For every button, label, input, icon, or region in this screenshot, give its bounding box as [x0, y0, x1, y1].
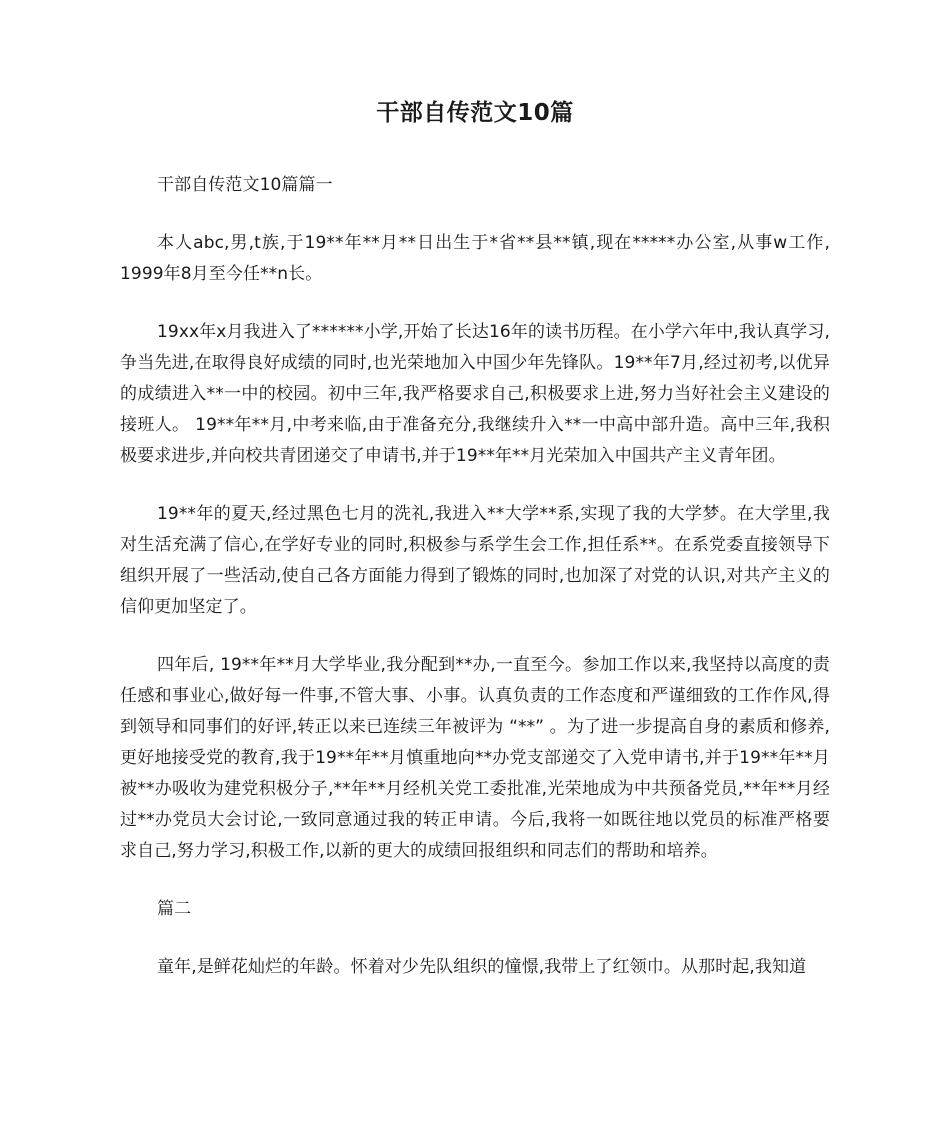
paragraph-university: 19**年的夏天,经过黑色七月的洗礼,我进入**大学**系,实现了我的大学梦。在大学里,我对生活充满了信心,在学好专业的同时,积极参与系学生会工作,担任系**。在系党委直接领导下组织开展了一些活动,使自己各方面能力得到了锻炼的同时,也加深了对党的认识,对共产主义的信仰更加坚定了。: [120, 504, 830, 617]
section-heading-1: 干部自传范文10篇篇一: [157, 175, 333, 195]
section-heading-2: 篇二: [157, 899, 192, 919]
document-body: [120, 170, 830, 1010]
paragraph-childhood: 童年,是鲜花灿烂的年龄。怀着对少先队组织的憧憬,我带上了红领巾。从那时起,我知道: [157, 957, 807, 977]
paragraph-education: 19xx年x月我进入了******小学,开始了长达16年的读书历程。在小学六年中,我认真学习,争当先进,在取得良好成绩的同时,也光荣地加入中国少年先锋队。19**年7月,经过初考,以优异的成绩进入**一中的校园。初中三年,我严格要求自己,积极要求上进,努力当好社会主义建设的接班人。 19**年**月,中考来临,由于准备充分,我继续升入**一中高中部升造。高中三年,我积极要求进步,并向校共青团递交了申请书,并于19**年**月光荣加入中国共产主义青年团。: [120, 322, 830, 466]
paragraph-career: 四年后, 19**年**月大学毕业,我分配到**办,一直至今。参加工作以来,我坚持以高度的责任感和事业心,做好每一件事,不管大事、小事。认真负责的工作态度和严谨细致的工作作风,得到领导和同事们的好评,转正以来已连续三年被评为 “**” 。为了进一步提高自身的素质和修养,更好地接受党的教育,我于19**年**月慎重地向**办党支部递交了入党申请书,并于19**年**月被**办吸收为建党积极分子,**年**月经机关党工委批准,光荣地成为中共预备党员,**年**月经过**办党员大会讨论,一致同意通过我的转正申请。今后,我将一如既往地以党员的标准严格要求自己,努力学习,积极工作,以新的更大的成绩回报组织和同志们的帮助和培养。: [120, 655, 830, 861]
document-title: 干部自传范文10篇: [376, 100, 574, 126]
paragraph-personal-info: 本人abc,男,t族,于19**年**月**日出生于*省**县**镇,现在*****办公室,从事w工作, 1999年8月至今任**n长。: [120, 233, 830, 284]
